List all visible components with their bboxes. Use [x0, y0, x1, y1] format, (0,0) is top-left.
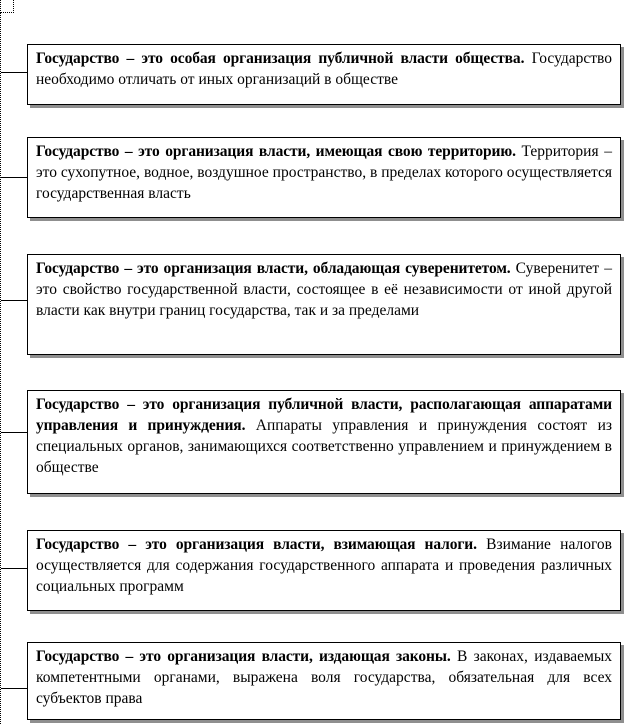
connector-3	[1, 300, 27, 301]
definition-lead-4: Государство – это организация публичной власти, располагающая аппаратами управления и принуждения.	[36, 396, 612, 434]
definition-lead-2: Государство – это организация власти, имеющая свою территорию.	[36, 143, 516, 160]
connector-4	[1, 432, 27, 433]
definition-box-3	[27, 254, 621, 355]
definition-box-6	[27, 642, 621, 720]
connector-1	[1, 72, 27, 73]
connector-6	[1, 688, 27, 689]
definition-box-4	[27, 390, 621, 494]
definition-body-2: Территория – это сухопутное, водное, воздушное пространство, в пределах которого осуществляется государственная власть	[36, 143, 613, 202]
definition-body-5: Взимание налогов осуществляется для содержания государственного аппарата и проведения различных социальных программ	[36, 536, 612, 595]
definition-box-2	[27, 137, 621, 218]
definition-lead-5: Государство – это организация власти, взимающая налоги.	[36, 536, 477, 553]
definition-lead-6: Государство – это организация власти, издающая законы.	[36, 648, 451, 665]
definition-body-4: Аппараты управления и принуждения состоят из специальных органов, занимающихся соответственно управлением и принуждением в обществе	[36, 417, 612, 476]
connector-5	[1, 568, 27, 569]
definition-box-1	[27, 44, 621, 105]
connector-2	[1, 177, 27, 178]
diagram-spine-line	[0, 12, 1, 724]
definition-body-3: Суверенитет – это свойство государственной власти, состоящее в её независимости от иной другой власти как внутри границ государства, так и за пределами	[36, 260, 612, 319]
definition-box-5	[27, 530, 621, 611]
definition-body-6: В законах, издаваемых компетентными органами, выражена воля государства, обязательная для всех субъектов права	[36, 648, 613, 707]
definition-body-1: Государство необходимо отличать от иных организаций в обществе	[36, 50, 612, 88]
definition-lead-3: Государство – это организация власти, обладающая суверенитетом.	[36, 260, 511, 277]
definition-lead-1: Государство – это особая организация публичной власти общества.	[36, 50, 525, 67]
diagram-root-box	[0, 0, 14, 13]
